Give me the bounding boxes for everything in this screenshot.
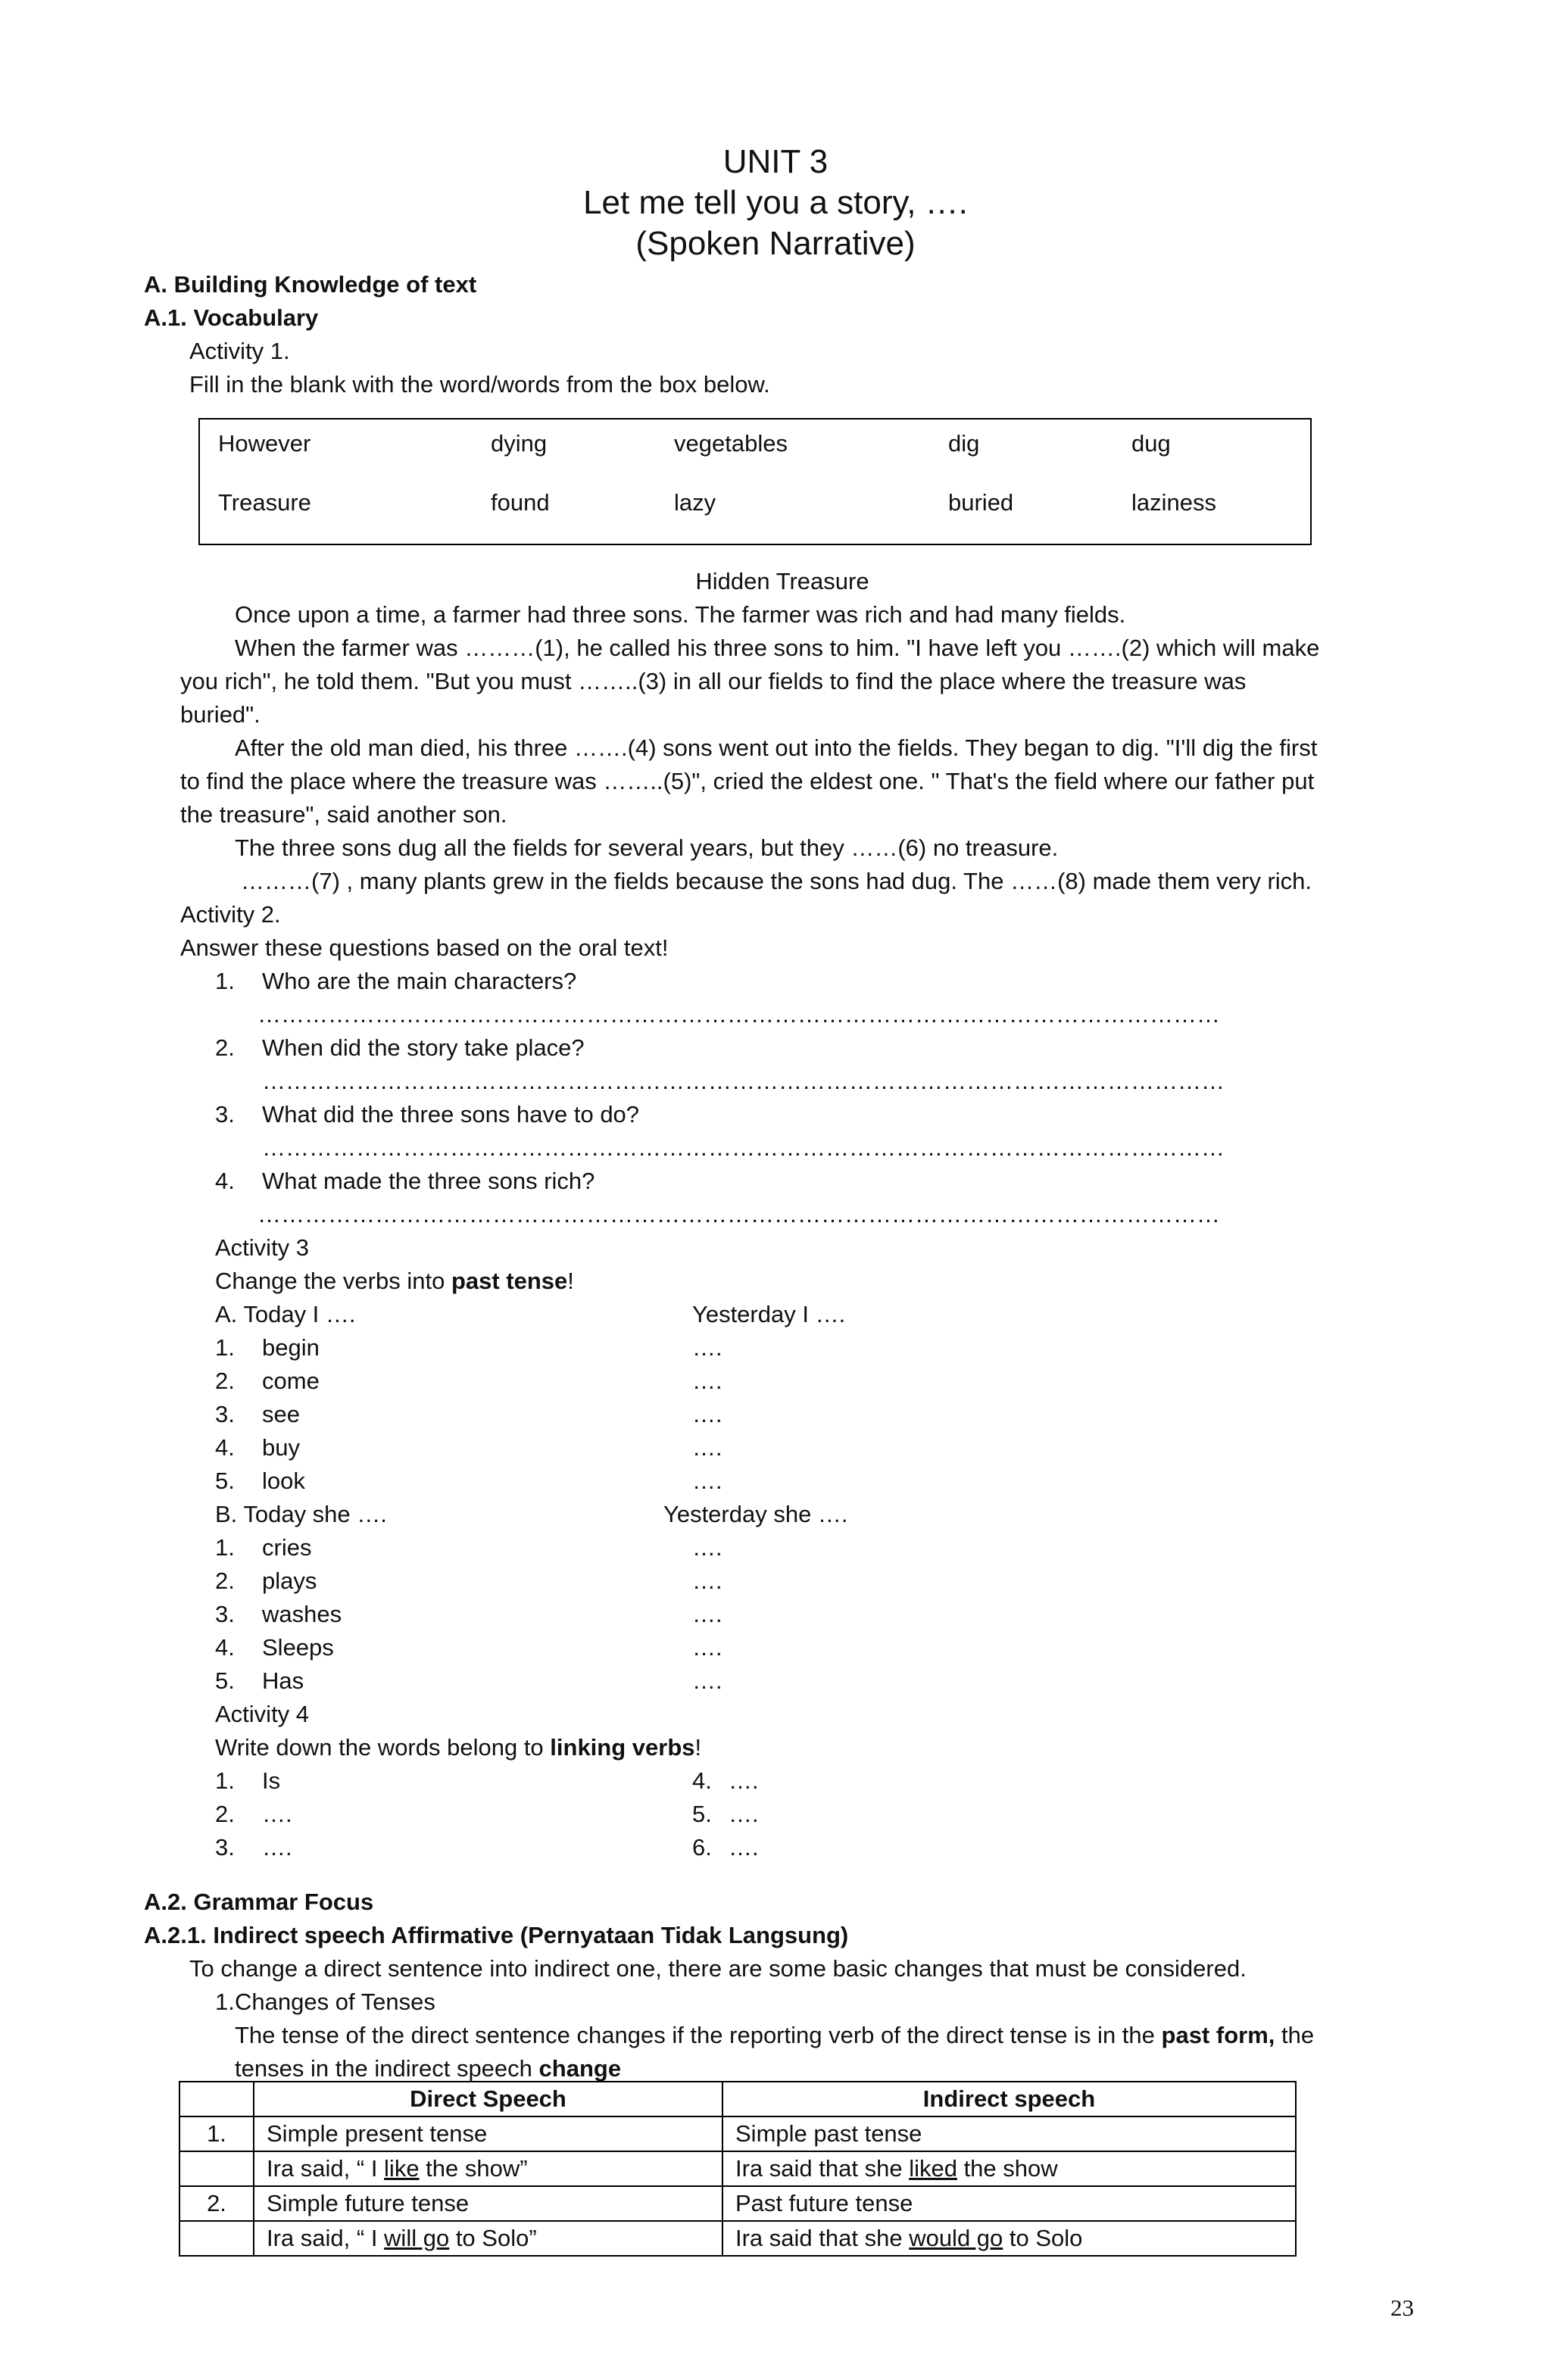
verb-word: Sleeps — [262, 1634, 334, 1661]
question-text: When did the story take place? — [262, 1034, 585, 1061]
verb-number: 5. — [215, 1667, 235, 1694]
answer-line: …………………………………………………………………………………………………………… — [257, 1001, 1220, 1028]
example-verb: like — [384, 2155, 420, 2182]
activity1-instruction: Fill in the blank with the word/words from the box below. — [189, 371, 770, 398]
question-text: What did the three sons have to do? — [262, 1101, 640, 1128]
question-text: What made the three sons rich? — [262, 1168, 595, 1194]
verb-number: 3. — [215, 1601, 235, 1627]
verb-number: 4. — [215, 1434, 235, 1461]
word-cell: vegetables — [674, 430, 788, 457]
question-number: 1. — [215, 968, 235, 994]
verb-word: plays — [262, 1567, 317, 1594]
grammar-item-text — [235, 2019, 1314, 2052]
direct-example — [254, 2151, 722, 2186]
grammar-item-number: 1. — [215, 1989, 235, 2015]
vocab-heading: A.1. Vocabulary — [144, 304, 319, 331]
story-paragraph: Once upon a time, a farmer had three sons. The farmer was rich and had many fields. — [235, 601, 1126, 628]
section-heading: A. Building Knowledge of text — [144, 271, 477, 298]
table-row — [179, 2116, 1296, 2151]
story-paragraph: you rich", he told them. "But you must ……..(3) in all our fields to find the place where the treasure was — [180, 668, 1247, 694]
example-text: to Solo” — [449, 2225, 537, 2251]
direct-tense: Simple future tense — [254, 2186, 722, 2221]
verb-number: 5. — [215, 1468, 235, 1494]
verb-blank: …. — [692, 1368, 722, 1394]
grammar-heading: A.2. Grammar Focus — [144, 1889, 374, 1915]
header-indirect: Indirect speech — [722, 2082, 1296, 2116]
verb-blank: …. — [692, 1434, 722, 1461]
story-paragraph: to find the place where the treasure was ……..(5)", cried the eldest one. " That's the field where our father put — [180, 768, 1315, 794]
example-verb: liked — [909, 2155, 957, 2182]
activity2-label: Activity 2. — [180, 901, 281, 928]
example-text: Ira said, “ I — [267, 2155, 385, 2182]
activity3-instruction — [215, 1265, 574, 1298]
verb-blank: …. — [692, 1567, 722, 1594]
story-paragraph: When the farmer was ………(1), he called his three sons to him. "I have left you …….(2) which will make — [235, 635, 1320, 661]
verb-word: begin — [262, 1334, 320, 1361]
linking-answer: …. — [262, 1801, 292, 1827]
grammar-text: the — [1275, 2022, 1315, 2048]
linking-answer: …. — [729, 1834, 759, 1861]
table-header-row — [179, 2082, 1296, 2116]
example-verb: will go — [384, 2225, 450, 2251]
question-number: 3. — [215, 1101, 235, 1128]
verb-word: buy — [262, 1434, 300, 1461]
grammar-subheading: A.2.1. Indirect speech Affirmative (Pernyataan Tidak Langsung) — [144, 1922, 849, 1948]
answer-line: …………………………………………………………………………………………………………… — [262, 1068, 1225, 1094]
indirect-example — [722, 2221, 1296, 2256]
linking-answer: Is — [262, 1767, 281, 1794]
activity3-label: Activity 3 — [215, 1234, 310, 1261]
instruction-text: Write down the words belong to — [215, 1734, 551, 1761]
yesterday-header: Yesterday she …. — [663, 1501, 848, 1527]
table-row — [179, 2221, 1296, 2256]
example-text: Ira said, “ I — [267, 2225, 385, 2251]
word-cell: dig — [948, 430, 980, 457]
table-cell — [179, 2082, 254, 2116]
story-title: Hidden Treasure — [695, 568, 869, 594]
verb-word: see — [262, 1401, 300, 1427]
answer-line: …………………………………………………………………………………………………………… — [262, 1134, 1225, 1161]
verb-blank: …. — [692, 1667, 722, 1694]
example-text: the show — [957, 2155, 1058, 2182]
word-cell: dug — [1131, 430, 1171, 457]
word-cell: buried — [948, 489, 1014, 516]
today-header: B. Today she …. — [215, 1501, 387, 1527]
verb-word: come — [262, 1368, 320, 1394]
direct-tense: Simple present tense — [254, 2116, 722, 2151]
verb-word: washes — [262, 1601, 342, 1627]
verb-number: 4. — [215, 1634, 235, 1661]
example-verb: would go — [909, 2225, 1003, 2251]
verb-word: look — [262, 1468, 305, 1494]
instruction-emphasis: linking verbs — [550, 1734, 695, 1761]
example-text: the show” — [419, 2155, 528, 2182]
word-cell: laziness — [1131, 489, 1216, 516]
story-paragraph: ………(7) , many plants grew in the fields because the sons had dug. The ……(8) made them very rich. — [241, 868, 1312, 894]
grammar-emphasis: past form, — [1161, 2022, 1275, 2048]
word-cell: dying — [491, 430, 548, 457]
word-cell: found — [491, 489, 550, 516]
header-direct: Direct Speech — [254, 2082, 722, 2116]
instruction-text: ! — [694, 1734, 702, 1761]
unit-title: UNIT 3 — [722, 143, 829, 180]
story-paragraph: buried". — [180, 701, 261, 728]
story-paragraph: After the old man died, his three …….(4) sons went out into the fields. They began to dig. "I'll dig the first — [235, 735, 1318, 761]
instruction-text: Change the verbs into — [215, 1268, 451, 1294]
table-row — [179, 2151, 1296, 2186]
verb-number: 2. — [215, 1567, 235, 1594]
verb-number: 1. — [215, 1534, 235, 1561]
linking-number: 5. — [692, 1801, 712, 1827]
table-cell — [179, 2221, 254, 2256]
page-number: 23 — [1390, 2294, 1414, 2321]
row-number: 2. — [179, 2186, 254, 2221]
linking-number: 1. — [215, 1767, 235, 1794]
verb-blank: …. — [692, 1401, 722, 1427]
instruction-text: ! — [567, 1268, 574, 1294]
verb-word: cries — [262, 1534, 312, 1561]
grammar-text: tenses in the indirect speech — [235, 2055, 539, 2082]
activity1-label: Activity 1. — [189, 338, 290, 364]
verb-blank: …. — [692, 1634, 722, 1661]
word-cell: Treasure — [218, 489, 311, 516]
verb-blank: …. — [692, 1334, 722, 1361]
indirect-example — [722, 2151, 1296, 2186]
activity4-instruction — [215, 1731, 701, 1764]
story-paragraph: The three sons dug all the fields for several years, but they ……(6) no treasure. — [235, 834, 1059, 861]
grammar-text: The tense of the direct sentence changes if the reporting verb of the direct tense is in the — [235, 2022, 1162, 2048]
linking-answer: …. — [729, 1801, 759, 1827]
question-text: Who are the main characters? — [262, 968, 577, 994]
activity4-label: Activity 4 — [215, 1701, 310, 1727]
linking-number: 4. — [692, 1767, 712, 1794]
indirect-tense: Simple past tense — [722, 2116, 1296, 2151]
linking-number: 3. — [215, 1834, 235, 1861]
verb-blank: …. — [692, 1534, 722, 1561]
instruction-emphasis: past tense — [451, 1268, 568, 1294]
word-cell: lazy — [674, 489, 716, 516]
indirect-tense: Past future tense — [722, 2186, 1296, 2221]
grammar-item-title: Changes of Tenses — [235, 1989, 435, 2015]
tense-table — [179, 2081, 1297, 2257]
today-header: A. Today I …. — [215, 1301, 356, 1327]
row-number: 1. — [179, 2116, 254, 2151]
linking-answer: …. — [729, 1767, 759, 1794]
question-number: 2. — [215, 1034, 235, 1061]
question-number: 4. — [215, 1168, 235, 1194]
linking-answer: …. — [262, 1834, 292, 1861]
unit-subtitle: Let me tell you a story, …. — [583, 184, 968, 221]
verb-number: 2. — [215, 1368, 235, 1394]
example-text: Ira said that she — [735, 2225, 910, 2251]
activity2-instruction: Answer these questions based on the oral text! — [180, 934, 669, 961]
table-cell — [179, 2151, 254, 2186]
verb-blank: …. — [692, 1601, 722, 1627]
grammar-emphasis: change — [538, 2055, 622, 2082]
answer-line: …………………………………………………………………………………………………………… — [257, 1201, 1220, 1227]
example-text: Ira said that she — [735, 2155, 910, 2182]
linking-number: 2. — [215, 1801, 235, 1827]
yesterday-header: Yesterday I …. — [692, 1301, 846, 1327]
verb-blank: …. — [692, 1468, 722, 1494]
example-text: to Solo — [1003, 2225, 1083, 2251]
verb-number: 3. — [215, 1401, 235, 1427]
table-row — [179, 2186, 1296, 2221]
unit-genre: (Spoken Narrative) — [635, 225, 916, 262]
verb-number: 1. — [215, 1334, 235, 1361]
story-paragraph: the treasure", said another son. — [180, 801, 507, 828]
verb-word: Has — [262, 1667, 304, 1694]
word-cell: However — [218, 430, 311, 457]
grammar-intro: To change a direct sentence into indirect one, there are some basic changes that must be considered. — [189, 1955, 1247, 1982]
direct-example — [254, 2221, 722, 2256]
linking-number: 6. — [692, 1834, 712, 1861]
